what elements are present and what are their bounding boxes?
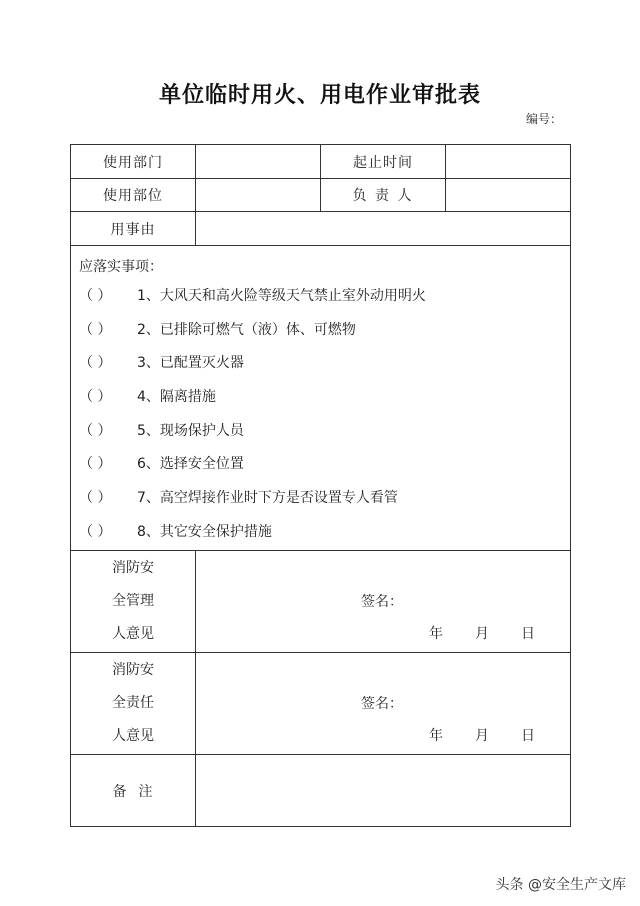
resp-label-line: 消防安 <box>112 662 154 678</box>
manage-label-line: 全管理 <box>112 593 154 609</box>
row-reason <box>71 212 571 246</box>
resp-opinion-label <box>71 653 196 755</box>
year-label: 年 <box>429 728 443 744</box>
item-text: 4、隔离措施 <box>137 389 216 406</box>
item-text: 8、其它安全保护措施 <box>137 523 272 540</box>
resp-label-line: 人意见 <box>112 728 154 744</box>
day-label: 日 <box>521 626 535 642</box>
dept-value-cell[interactable] <box>196 145 321 179</box>
check-brackets[interactable]: （ ） <box>79 490 112 507</box>
manage-opinion-label <box>71 551 196 653</box>
remark-value-cell[interactable] <box>196 755 571 827</box>
items-heading: 应落实事项： <box>79 259 163 275</box>
items-cell <box>71 246 571 551</box>
item-text: 7、高空焊接作业时下方是否设置专人看管 <box>137 490 398 507</box>
year-label: 年 <box>429 626 443 642</box>
manager-label: 负 责 人 <box>321 179 446 212</box>
row-items <box>71 246 571 551</box>
manage-sign-label: 签名： <box>361 594 403 610</box>
item-text: 3、已配置灭火器 <box>137 355 244 372</box>
dept-label: 使用部门 <box>71 145 196 179</box>
manage-label-line: 消防安 <box>112 560 154 576</box>
manager-value-cell[interactable] <box>446 179 571 212</box>
check-brackets[interactable]: （ ） <box>79 422 112 439</box>
checklist-item <box>79 516 570 550</box>
day-label: 日 <box>521 728 535 744</box>
check-brackets[interactable]: （ ） <box>79 523 112 540</box>
checklist-item <box>79 415 570 449</box>
item-text: 2、已排除可燃气（液）体、可燃物 <box>137 321 356 338</box>
item-text: 5、现场保护人员 <box>137 422 244 439</box>
row-resp-opinion <box>71 653 571 755</box>
serial-number-label: 编号： <box>525 112 562 126</box>
remark-label: 备 注 <box>71 755 196 827</box>
form-title: 单位临时用火、用电作业审批表 <box>158 83 481 108</box>
period-label: 起止时间 <box>321 145 446 179</box>
reason-label: 用事由 <box>71 212 196 246</box>
row-remark <box>71 755 571 827</box>
check-brackets[interactable]: （ ） <box>79 288 112 304</box>
resp-opinion-cell[interactable] <box>196 653 571 755</box>
checklist-item <box>79 314 570 348</box>
item-text: 1、大风天和高火险等级天气禁止室外动用明火 <box>137 288 426 304</box>
checklist-item <box>79 280 570 314</box>
row-manage-opinion <box>71 551 571 653</box>
month-label: 月 <box>475 728 489 744</box>
check-brackets[interactable]: （ ） <box>79 389 112 406</box>
check-brackets[interactable]: （ ） <box>79 355 112 372</box>
location-value-cell[interactable] <box>196 179 321 212</box>
check-brackets[interactable]: （ ） <box>79 456 112 473</box>
resp-sign-label: 签名： <box>361 696 403 712</box>
checklist-item <box>79 448 570 482</box>
resp-date <box>429 725 567 745</box>
manage-label-line: 人意见 <box>112 626 154 642</box>
checklist-item <box>79 347 570 381</box>
row-location <box>71 179 571 212</box>
reason-value-cell[interactable] <box>196 212 571 246</box>
resp-label-line: 全责任 <box>112 695 154 711</box>
item-text: 6、选择安全位置 <box>137 456 244 473</box>
approval-form-table <box>70 144 571 827</box>
manage-opinion-cell[interactable] <box>196 551 571 653</box>
check-brackets[interactable]: （ ） <box>79 321 112 338</box>
location-label: 使用部位 <box>71 179 196 212</box>
manage-date <box>429 623 567 643</box>
watermark-text: 头条 @安全生产文库 <box>495 877 626 893</box>
row-dept <box>71 145 571 179</box>
period-value-cell[interactable] <box>446 145 571 179</box>
checklist-item <box>79 482 570 516</box>
month-label: 月 <box>475 626 489 642</box>
checklist-item <box>79 381 570 415</box>
